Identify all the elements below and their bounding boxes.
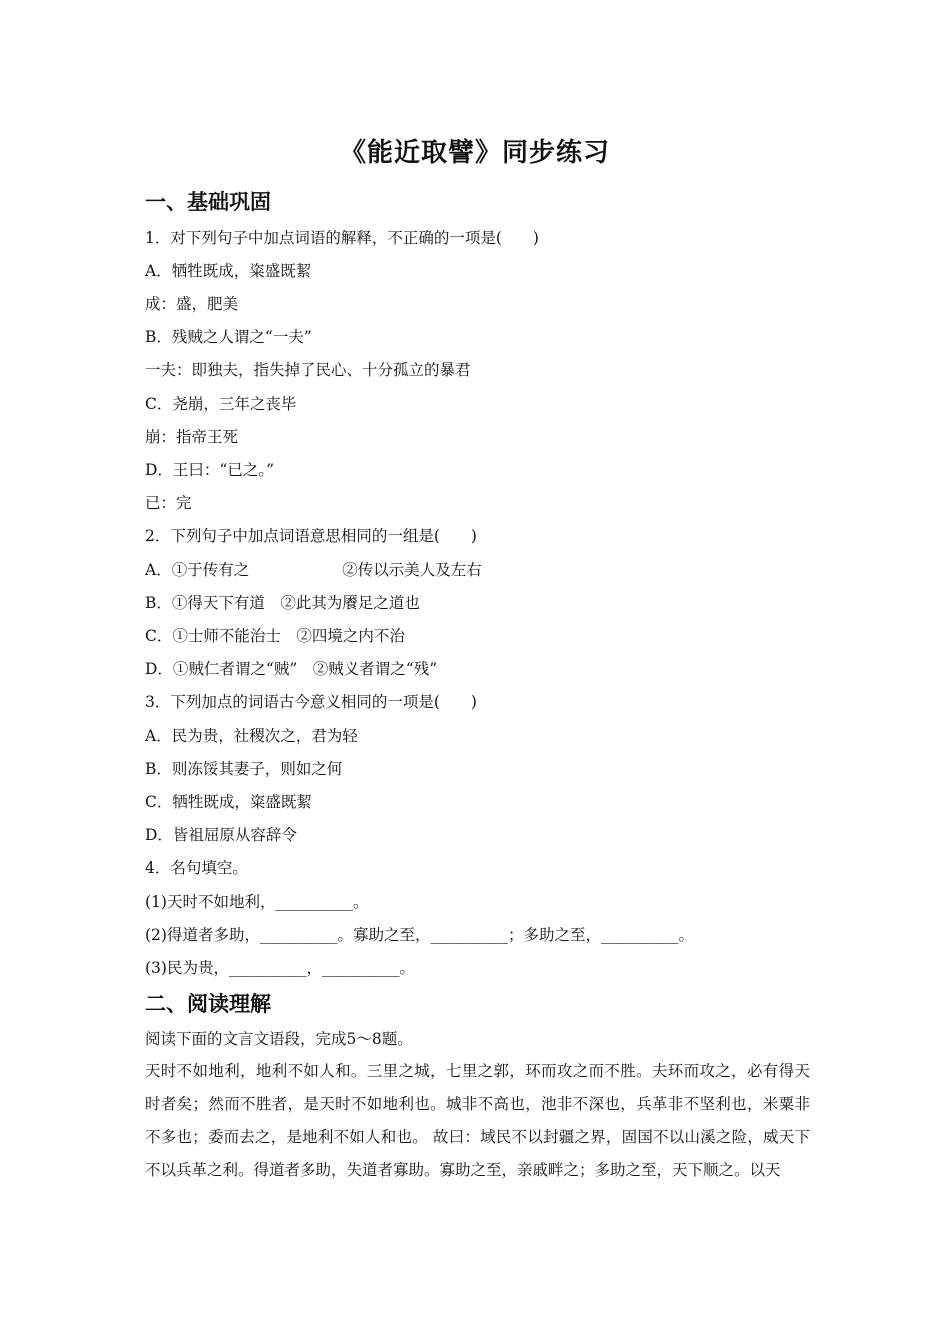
question-3-option-b: B．则冻馁其妻子，则如之何 [145,760,343,778]
question-1-option-c: C．尧崩，三年之丧毕 [145,395,297,413]
section-heading-reading: 二、阅读理解 [145,992,271,1016]
question-1-option-d: D．王曰：“已之。” [145,461,275,479]
question-1-stem: 1．对下列句子中加点词语的解释，不正确的一项是( ) [145,229,539,247]
question-1-option-b-explanation: 一夫：即独夫，指失掉了民心、十分孤立的暴君 [145,361,471,379]
page-title: 《能近取譬》同步练习 [339,138,610,168]
question-1-option-d-explanation: 已：完 [145,494,192,512]
question-2-option-a: A．①于传有之 ②传以示美人及左右 [145,561,482,579]
question-3-stem: 3．下列加点的词语古今意义相同的一项是( ) [145,693,477,711]
question-4-blank-1: (1)天时不如地利，__________。 [145,893,369,911]
section-heading-basics: 一、基础巩固 [145,190,271,214]
question-3-option-c: C．牺牲既成，粢盛既絜 [145,793,312,811]
question-4-blank-2: (2)得道者多助，__________。寡助之至，__________；多助之至，__________。 [145,926,694,944]
question-1-option-a-explanation: 成：盛，肥美 [145,295,239,313]
question-1-option-b: B．残贼之人谓之“一夫” [145,328,312,346]
question-2-option-b: B．①得天下有道 ②此其为餍足之道也 [145,594,420,612]
classical-chinese-passage: 天时不如地利，地利不如人和。三里之城，七里之郭，环而攻之而不胜。夫环而攻之，必有得天时者矣；然而不胜者，是天时不如地利也。城非不高也，池非不深也，兵革非不坚利也，米粟非不多也；委而去之，是地利不如人和也。 故曰：域民不以封疆之界，固国不以山溪之险，威天下不以兵革之利。得道者多助，失道者寡助。寡助之至，亲戚畔之；多助之至，天下顺之。以天 [145,1062,810,1179]
question-1-option-c-explanation: 崩：指帝王死 [145,428,239,446]
question-4-blank-3: (3)民为贵，__________，__________。 [145,959,415,977]
question-3-option-a: A．民为贵，社稷次之，君为轻 [145,727,358,745]
reading-instruction: 阅读下面的文言文语段，完成5～8题。 [145,1030,413,1048]
question-2-option-d: D．①贼仁者谓之“贼” ②贼义者谓之“残” [145,660,438,678]
question-3-option-d: D．皆祖屈原从容辞令 [145,826,297,844]
question-2-stem: 2．下列句子中加点词语意思相同的一组是( ) [145,527,477,545]
question-4-stem: 4．名句填空。 [145,859,248,877]
question-2-option-c: C．①士师不能治士 ②四境之内不治 [145,627,405,645]
question-1-option-a: A．牺牲既成，粢盛既絜 [145,262,312,280]
